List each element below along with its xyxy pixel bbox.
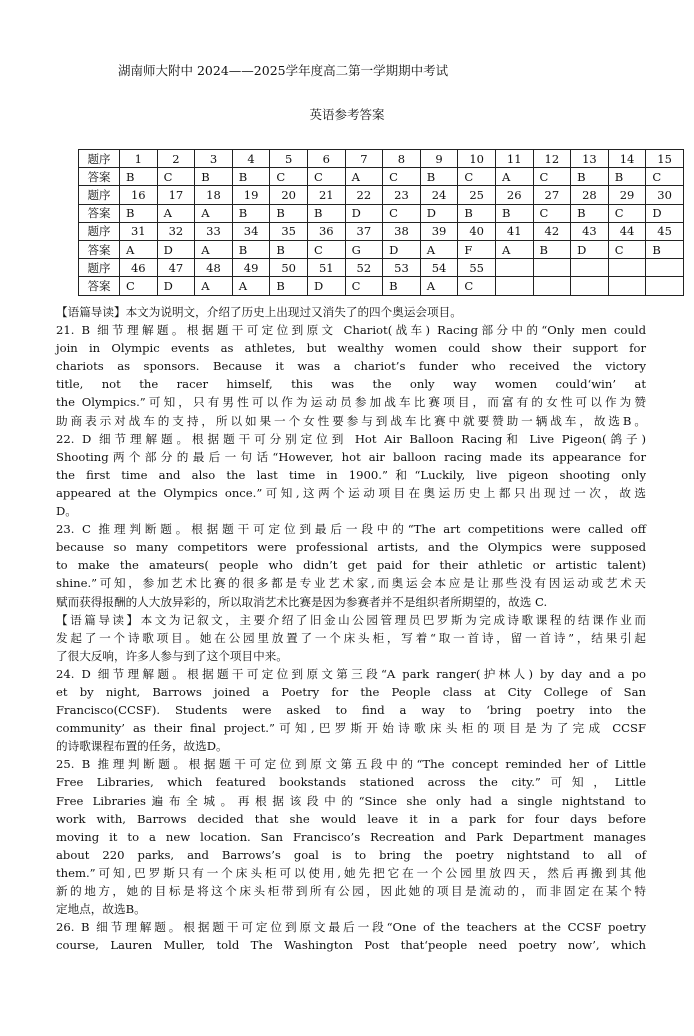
row-label: 答案 — [79, 204, 120, 222]
table-cell: 8 — [383, 150, 421, 168]
table-cell: 18 — [195, 186, 233, 204]
table-cell: 25 — [458, 186, 496, 204]
explanation-text — [56, 303, 646, 954]
table-cell: 53 — [383, 259, 421, 277]
text-line: work with, Barrows decided that she would leave it in a park for four days before — [56, 811, 646, 826]
table-cell: D — [420, 204, 458, 222]
question-number-row — [79, 186, 684, 204]
table-cell: 26 — [495, 186, 533, 204]
table-cell: 54 — [420, 259, 458, 277]
question-number-row — [79, 150, 684, 168]
table-cell: A — [195, 277, 233, 295]
text-line: shine.”可知，参加艺术比赛的很多都是专业艺术家,而奥运会本应是让那些没有因运动或艺术天 — [56, 576, 646, 591]
table-cell — [495, 259, 533, 277]
table-cell: 2 — [157, 150, 195, 168]
table-cell: B — [420, 168, 458, 186]
row-label: 题序 — [79, 150, 120, 168]
text-line: them.”可知,巴罗斯只有一个床头柜可以使用,她先把它在一个公园里放四天，然后再搬到其他 — [56, 865, 646, 880]
answer-table — [78, 149, 684, 296]
table-cell: 43 — [571, 222, 609, 240]
text-line: 21. B 细节理解题。根据题干可定位到原文 Chariot(战车) Racing部分中的“Only men could — [56, 323, 646, 338]
table-cell: C — [646, 168, 684, 186]
text-line: title, not the racer himself, this was the only way women could‘win’ at — [56, 377, 646, 392]
table-cell: 44 — [608, 222, 646, 240]
text-line: community’ as their final project.”可知,巴罗斯开始诗歌床头柜的项目是为了完成 CCSF — [56, 721, 646, 736]
row-label: 答案 — [79, 168, 120, 186]
text-line: 24. D 细节理解题。根据题干可定位到原文第三段“A park ranger(护林人) by day and a po — [56, 666, 646, 681]
table-cell: D — [646, 204, 684, 222]
table-cell — [646, 259, 684, 277]
table-cell: 10 — [458, 150, 496, 168]
table-cell: A — [420, 277, 458, 295]
table-cell — [495, 277, 533, 295]
page-subtitle: 英语参考答案 — [309, 107, 385, 122]
text-line: 了很大反响，许多人参与到了这个项目中来。 — [56, 648, 288, 663]
table-cell: C — [383, 168, 421, 186]
table-cell: 20 — [270, 186, 308, 204]
table-cell: B — [232, 168, 270, 186]
table-cell: 39 — [420, 222, 458, 240]
table-cell: 9 — [420, 150, 458, 168]
table-cell: C — [345, 277, 383, 295]
table-cell: C — [307, 240, 345, 258]
table-cell: F — [458, 240, 496, 258]
table-cell: 13 — [571, 150, 609, 168]
table-cell: A — [157, 204, 195, 222]
table-cell: 47 — [157, 259, 195, 277]
text-line: et by night, Barrows joined a Poetry for the People class at City College of San — [56, 684, 646, 699]
table-cell: 50 — [270, 259, 308, 277]
table-cell: A — [345, 168, 383, 186]
text-line: the Olympics.”可知，只有男性可以作为运动员参加战车比赛项目，而富有的女性可以作为赞 — [56, 395, 646, 410]
table-cell: B — [533, 240, 571, 258]
table-cell: 38 — [383, 222, 421, 240]
table-cell: 52 — [345, 259, 383, 277]
table-cell: B — [270, 277, 308, 295]
table-cell: 41 — [495, 222, 533, 240]
table-cell: B — [383, 277, 421, 295]
table-cell: B — [646, 240, 684, 258]
text-line: about 220 parks, and Barrows’s goal is to bring the poetry nightstand to all of — [56, 847, 646, 862]
table-cell: C — [608, 240, 646, 258]
table-cell: B — [571, 204, 609, 222]
text-line: 22. D 细节理解题。根据题干可分别定位到 Hot Air Balloon Racing和 Live Pigeon(鸽子) — [56, 431, 646, 446]
table-cell: 48 — [195, 259, 233, 277]
table-cell — [608, 277, 646, 295]
text-line: join in Olympic events as athletes, but wealthy women could show their support for — [56, 341, 646, 356]
table-cell: 37 — [345, 222, 383, 240]
table-cell: B — [571, 168, 609, 186]
table-cell: 24 — [420, 186, 458, 204]
text-line: appeared at the Olympics once.”可知,这两个运动项目在奥运历史上都只出现过一次，故选 — [56, 485, 646, 500]
table-cell: D — [307, 277, 345, 295]
text-line: to make the amateurs( people who didn’t get paid for their athletic or artistic talent) — [56, 558, 646, 573]
answer-row — [79, 204, 684, 222]
table-cell: D — [345, 204, 383, 222]
text-line: chariots as sponsors. Because it was a chariot’s funder who received the victory — [56, 359, 646, 374]
question-number-row — [79, 222, 684, 240]
table-cell: 31 — [120, 222, 158, 240]
table-cell: B — [270, 240, 308, 258]
table-cell: A — [195, 240, 233, 258]
row-label: 题序 — [79, 186, 120, 204]
table-cell: C — [608, 204, 646, 222]
text-line: Free Libraries遍布全城。再根据该段中的“Since she only had a single nightstand to — [56, 793, 646, 808]
table-cell: A — [495, 240, 533, 258]
text-line: Free Libraries, which featured bookstands stationed across the city.”可知，Little — [56, 775, 646, 790]
text-line: 【语篇导读】本文为记叙文，主要介绍了旧金山公园管理员巴罗斯为完成诗歌课程的结课作业而 — [56, 612, 646, 627]
table-cell: B — [270, 204, 308, 222]
table-cell: C — [533, 168, 571, 186]
table-cell — [571, 277, 609, 295]
table-cell: A — [420, 240, 458, 258]
table-cell: B — [120, 204, 158, 222]
table-cell: D — [383, 240, 421, 258]
table-cell: 15 — [646, 150, 684, 168]
table-cell — [608, 259, 646, 277]
table-cell: 19 — [232, 186, 270, 204]
table-cell: C — [458, 168, 496, 186]
table-cell: B — [195, 168, 233, 186]
answer-row — [79, 240, 684, 258]
text-line: 的诗歌课程布置的任务，故选D。 — [56, 739, 228, 754]
table-cell — [646, 277, 684, 295]
answer-row — [79, 277, 684, 295]
text-line: 23. C 推理判断题。根据题干可定位到最后一段中的“The art competitions were called off — [56, 522, 646, 537]
table-cell — [533, 259, 571, 277]
table-cell: B — [120, 168, 158, 186]
table-cell: 45 — [646, 222, 684, 240]
row-label: 答案 — [79, 240, 120, 258]
table-cell: 21 — [307, 186, 345, 204]
table-cell: D — [157, 240, 195, 258]
table-cell — [533, 277, 571, 295]
table-cell: B — [307, 204, 345, 222]
text-line: Francisco(CCSF). Students were asked to find a way to ‘bring poetry into the — [56, 703, 646, 718]
text-line: 定地点，故选B。 — [56, 902, 146, 917]
table-cell: 12 — [533, 150, 571, 168]
text-line: the first time and also the last time in 1900.”和“Luckily, live pigeon shooting only — [56, 467, 646, 482]
table-cell: C — [157, 168, 195, 186]
text-line: D。 — [56, 504, 77, 519]
text-line: Shooting两个部分的最后一句话“However, hot air balloon racing made its appearance for — [56, 449, 646, 464]
table-cell: 33 — [195, 222, 233, 240]
table-cell: 42 — [533, 222, 571, 240]
text-line: 【语篇导读】本文为说明文，介绍了历史上出现过又消失了的四个奥运会项目。 — [56, 305, 462, 319]
question-number-row — [79, 259, 684, 277]
table-cell: D — [571, 240, 609, 258]
table-cell: 22 — [345, 186, 383, 204]
table-cell: 46 — [120, 259, 158, 277]
text-line: because so many competitors were professional artists, and the Olympics were supposed — [56, 540, 646, 555]
text-line: 发起了一个诗歌项目。她在公园里放置了一个床头柜，写着“取一首诗，留一首诗”，结果引起 — [56, 630, 646, 645]
table-cell: B — [458, 204, 496, 222]
table-cell: 55 — [458, 259, 496, 277]
table-cell: B — [495, 204, 533, 222]
table-cell: 6 — [307, 150, 345, 168]
table-cell: A — [232, 277, 270, 295]
text-line: 助商表示对战车的支持，所以如果一个女性要参与到战车比赛中就要赞助一辆战车，故选B。 — [56, 413, 646, 428]
table-cell: 29 — [608, 186, 646, 204]
text-line: 新的地方，她的目标是将这个床头柜带到所有公园，因此她的项目是流动的，而非固定在某个特 — [56, 884, 646, 898]
table-cell: 1 — [120, 150, 158, 168]
table-cell: C — [120, 277, 158, 295]
table-cell: 35 — [270, 222, 308, 240]
page-title: 湖南师大附中 2024——2025学年度高二第一学期期中考试 — [118, 63, 449, 78]
table-cell: 16 — [120, 186, 158, 204]
row-label: 题序 — [79, 259, 120, 277]
table-cell: 32 — [157, 222, 195, 240]
table-cell — [571, 259, 609, 277]
text-line: 赋而获得报酬的人大放异彩的，所以取消艺术比赛是因为参赛者并不是组织者所期望的，故选 C. — [56, 594, 548, 609]
table-cell: 51 — [307, 259, 345, 277]
table-cell: 27 — [533, 186, 571, 204]
table-cell: B — [232, 240, 270, 258]
table-cell: 17 — [157, 186, 195, 204]
table-cell: 5 — [270, 150, 308, 168]
table-cell: 3 — [195, 150, 233, 168]
text-line: course, Lauren Muller, told The Washington Post that‘people need poetry now’, which — [56, 938, 646, 953]
table-cell: B — [608, 168, 646, 186]
table-cell: 28 — [571, 186, 609, 204]
table-cell: 11 — [495, 150, 533, 168]
table-cell: 34 — [232, 222, 270, 240]
table-cell: 49 — [232, 259, 270, 277]
table-cell: A — [495, 168, 533, 186]
table-cell: C — [270, 168, 308, 186]
table-cell: 7 — [345, 150, 383, 168]
text-line: 25. B 推理判断题。根据题干可定位到原文第五段中的“The concept reminded her of Little — [56, 757, 646, 772]
table-cell: 4 — [232, 150, 270, 168]
table-cell: D — [157, 277, 195, 295]
table-cell: C — [533, 204, 571, 222]
table-cell: 23 — [383, 186, 421, 204]
text-line: moving it to a new location. San Francisco’s Recreation and Park Department manages — [56, 829, 646, 844]
row-label: 答案 — [79, 277, 120, 295]
row-label: 题序 — [79, 222, 120, 240]
answer-row — [79, 168, 684, 186]
table-cell: A — [120, 240, 158, 258]
table-cell: 14 — [608, 150, 646, 168]
table-cell: G — [345, 240, 383, 258]
table-cell: 40 — [458, 222, 496, 240]
text-line: 26. B 细节理解题。根据题干可定位到原文最后一段“One of the teachers at the CCSF poetry — [56, 920, 646, 935]
table-cell: C — [383, 204, 421, 222]
table-cell: C — [458, 277, 496, 295]
table-cell: A — [195, 204, 233, 222]
table-cell: 36 — [307, 222, 345, 240]
table-cell: B — [232, 204, 270, 222]
table-cell: C — [307, 168, 345, 186]
table-cell: 30 — [646, 186, 684, 204]
